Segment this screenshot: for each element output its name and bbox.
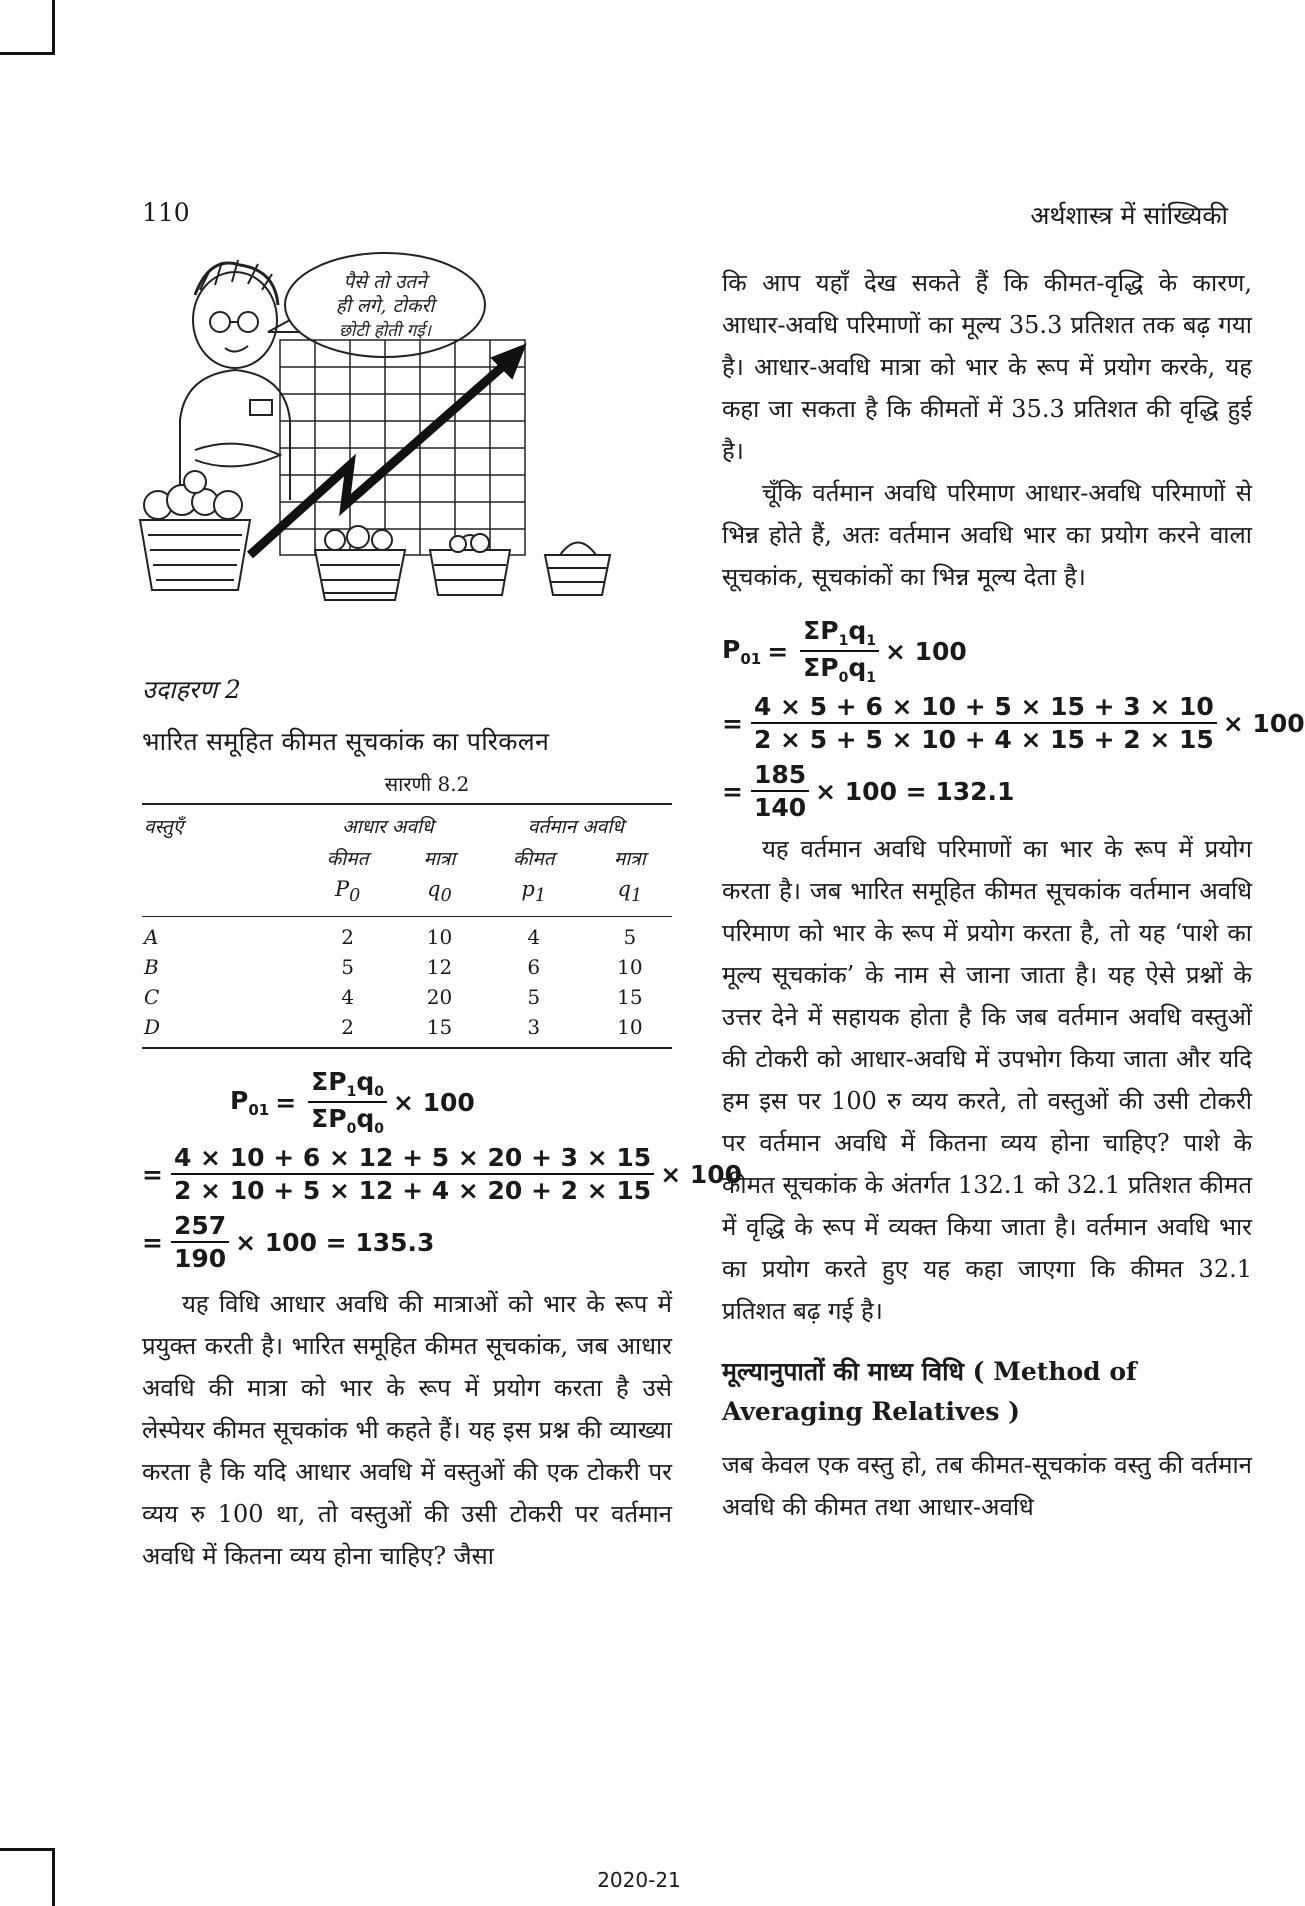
laspeyres-result-denominator: 190 [173, 1244, 227, 1274]
laspeyres-result-numerator: 257 [171, 1211, 229, 1243]
symbol-q0: $q_0$ [427, 877, 452, 907]
right-paragraph-3: यह वर्तमान अवधि परिमाणों का भार के रूप में प्रयोग करता है। जब भारित समूहित कीमत सूचकांक वर्तमान अवधि परिमाण को भार के रूप में प्रयोग करता है, तो यह ‘पाशे का मूल्य सूचकांक’ के नाम से जाना जाता है। यह ऐसे प्रश्नों के उत्तर देने में सहायक होता है कि जब वर्तमान अवधि वस्तुओं की टोकरी को आधार-अवधि में उपभोग किया जाता और यदि हम इस पर 100 रु व्यय करते, तो वस्तुओं की उसी टोकरी पर वर्तमान अवधि में कितना व्यय होना चाहिए? पाशे के कीमत सूचकांक के अंतर्गत 132.1 को 32.1 प्रतिशत कीमत में वृद्धि के रूप में व्यक्त किया जाता है। वर्तमान अवधि भार का प्रयोग करते हुए यह कहा जाएगा कि कीमत 32.1 प्रतिशत बढ़ गई है। [722, 835, 1252, 1325]
header-current-period: वर्तमान अवधि [480, 804, 672, 842]
speech-line-3: छोटी होती गई। [339, 321, 431, 341]
speech-line-1: पैसे तो उतने [343, 271, 427, 293]
laspeyres-lhs: $P_{01}$ [230, 1085, 270, 1119]
example-label: उदाहरण 2 [142, 675, 241, 704]
paasche-expanded-numerator: 4 × 5 + 6 × 10 + 5 × 15 + 3 × 10 [751, 692, 1217, 724]
left-paragraph: यह विधि आधार अवधि की मात्राओं को भार के रूप में प्रयुक्त करती है। भारित समूहित कीमत सूचकांक, जब आधार अवधि की मात्रा को भार के रूप में प्रयोग करता है उसे लेस्पेयर कीमत सूचकांक भी कहते हैं। यह इस प्रश्न की व्याख्या करता है कि यदि आधार अवधि में वस्तुओं की एक टोकरी पर व्यय रु 100 था, तो वस्तुओं की उसी टोकरी पर वर्तमान अवधि में कितना व्यय होना चाहिए? जैसा [142, 1290, 672, 1571]
right-paragraph-2: चूँकि वर्तमान अवधि परिमाण आधार-अवधि परिमाणों से भिन्न होते हैं, अतः वर्तमान अवधि भार का प्रयोग करने वाला सूचकांक, सूचकांकों का भिन्न मूल्य देता है। [722, 479, 1252, 591]
table-row: A 2 10 4 5 [142, 917, 672, 953]
symbol-q1: $q_1$ [617, 877, 643, 907]
laspeyres-expanded-numerator: 4 × 10 + 6 × 12 + 5 × 20 + 3 × 15 [171, 1143, 654, 1175]
cartoon-illustration [140, 250, 680, 645]
table-caption: सारणी 8.2 [384, 772, 470, 796]
basket-smallest [545, 543, 610, 596]
header-base-price: कीमत [326, 848, 369, 870]
growth-grid [280, 340, 525, 555]
page-number: 110 [142, 198, 190, 227]
symbol-p1: $p_1$ [521, 877, 546, 907]
left-column [142, 672, 743, 1577]
basket-large [140, 471, 250, 590]
laspeyres-result: × 100 = 135.3 [235, 1227, 435, 1257]
price-quantity-table [142, 803, 672, 1049]
laspeyres-expanded-denominator: 2 × 10 + 5 × 12 + 4 × 20 + 2 × 15 [173, 1176, 652, 1206]
header-current-price: कीमत [512, 848, 555, 870]
paasche-lhs: $P_{01}$ [722, 634, 762, 668]
basket-small [430, 534, 510, 595]
paasche-formula: $P_{01}$ = $\frac{\Sigma P_1q_1}{\Sigma P_0q_1}$ × 100 = $\frac{4 \times 5 + 6 \times 10 + 5 \times 15 + 3 \times 10}{2 \times 5 + 5 \times 10 + 4 \times 15 + 2 \times 15}$ × 100 = $\frac{185}{140}$ × 100 = 132.1 [722, 616, 1305, 822]
baskets [140, 471, 610, 600]
speech-line-2: ही लगे, टोकरी [335, 295, 435, 317]
crop-mark-top-left [0, 0, 55, 55]
running-head: अर्थशास्त्र में सांख्यिकी [1030, 201, 1228, 230]
right-paragraph-1: कि आप यहाँ देख सकते हैं कि कीमत-वृद्धि के कारण, आधार-अवधि परिमाणों का मूल्य 35.3 प्रतिशत तक बढ़ गया है। आधार-अवधि मात्रा को भार के रूप में प्रयोग करके, यह कहा जा सकता है कि कीमतों में 35.3 प्रतिशत की वृद्धि हुई है। [722, 269, 1252, 465]
paasche-result: × 100 = 132.1 [815, 776, 1015, 806]
paasche-result-numerator: 185 [751, 760, 809, 792]
header-base-period: आधार अवधि [296, 804, 480, 842]
man-figure [180, 260, 290, 500]
right-column [722, 262, 1305, 1528]
paasche-expanded-denominator: 2 × 5 + 5 × 10 + 4 × 15 + 2 × 15 [753, 725, 1214, 754]
example-title: भारित समूहित कीमत सूचकांक का परिकलन [142, 727, 550, 756]
paasche-result-denominator: 140 [753, 793, 807, 822]
header-current-quantity: मात्रा [613, 848, 646, 870]
footer-year: 2020-21 [597, 1868, 681, 1892]
header-items: वस्तुएँ [142, 804, 296, 842]
table-row: D 2 15 3 10 [142, 1012, 672, 1048]
section-heading: मूल्यानुपातों की माध्य विधि ( Method of Averaging Relatives ) [722, 1357, 1137, 1426]
symbol-p0: $P_0$ [334, 877, 361, 907]
table-row: B 5 12 6 10 [144, 955, 643, 980]
basket-medium [315, 526, 405, 600]
right-paragraph-4: जब केवल एक वस्तु हो, तब कीमत-सूचकांक वस्तु की वर्तमान अवधि की कीमत तथा आधार-अवधि [722, 1451, 1252, 1521]
header-base-quantity: मात्रा [423, 848, 456, 870]
table-row: C 4 20 5 15 [144, 985, 643, 1010]
laspeyres-formula: $P_{01}$ = $\frac{\Sigma P_1q_0}{\Sigma P_0q_0}$ × 100 = $\frac{4 \times 10 + 6 \times 12 + 5 \times 20 + 3 \times 15}{2 \times 10 + 5 \times 12 + 4 \times 20 + 2 \times 15}$ × 100 = $\frac{257}{190}$ × 100 = 135.3 [142, 1067, 743, 1274]
